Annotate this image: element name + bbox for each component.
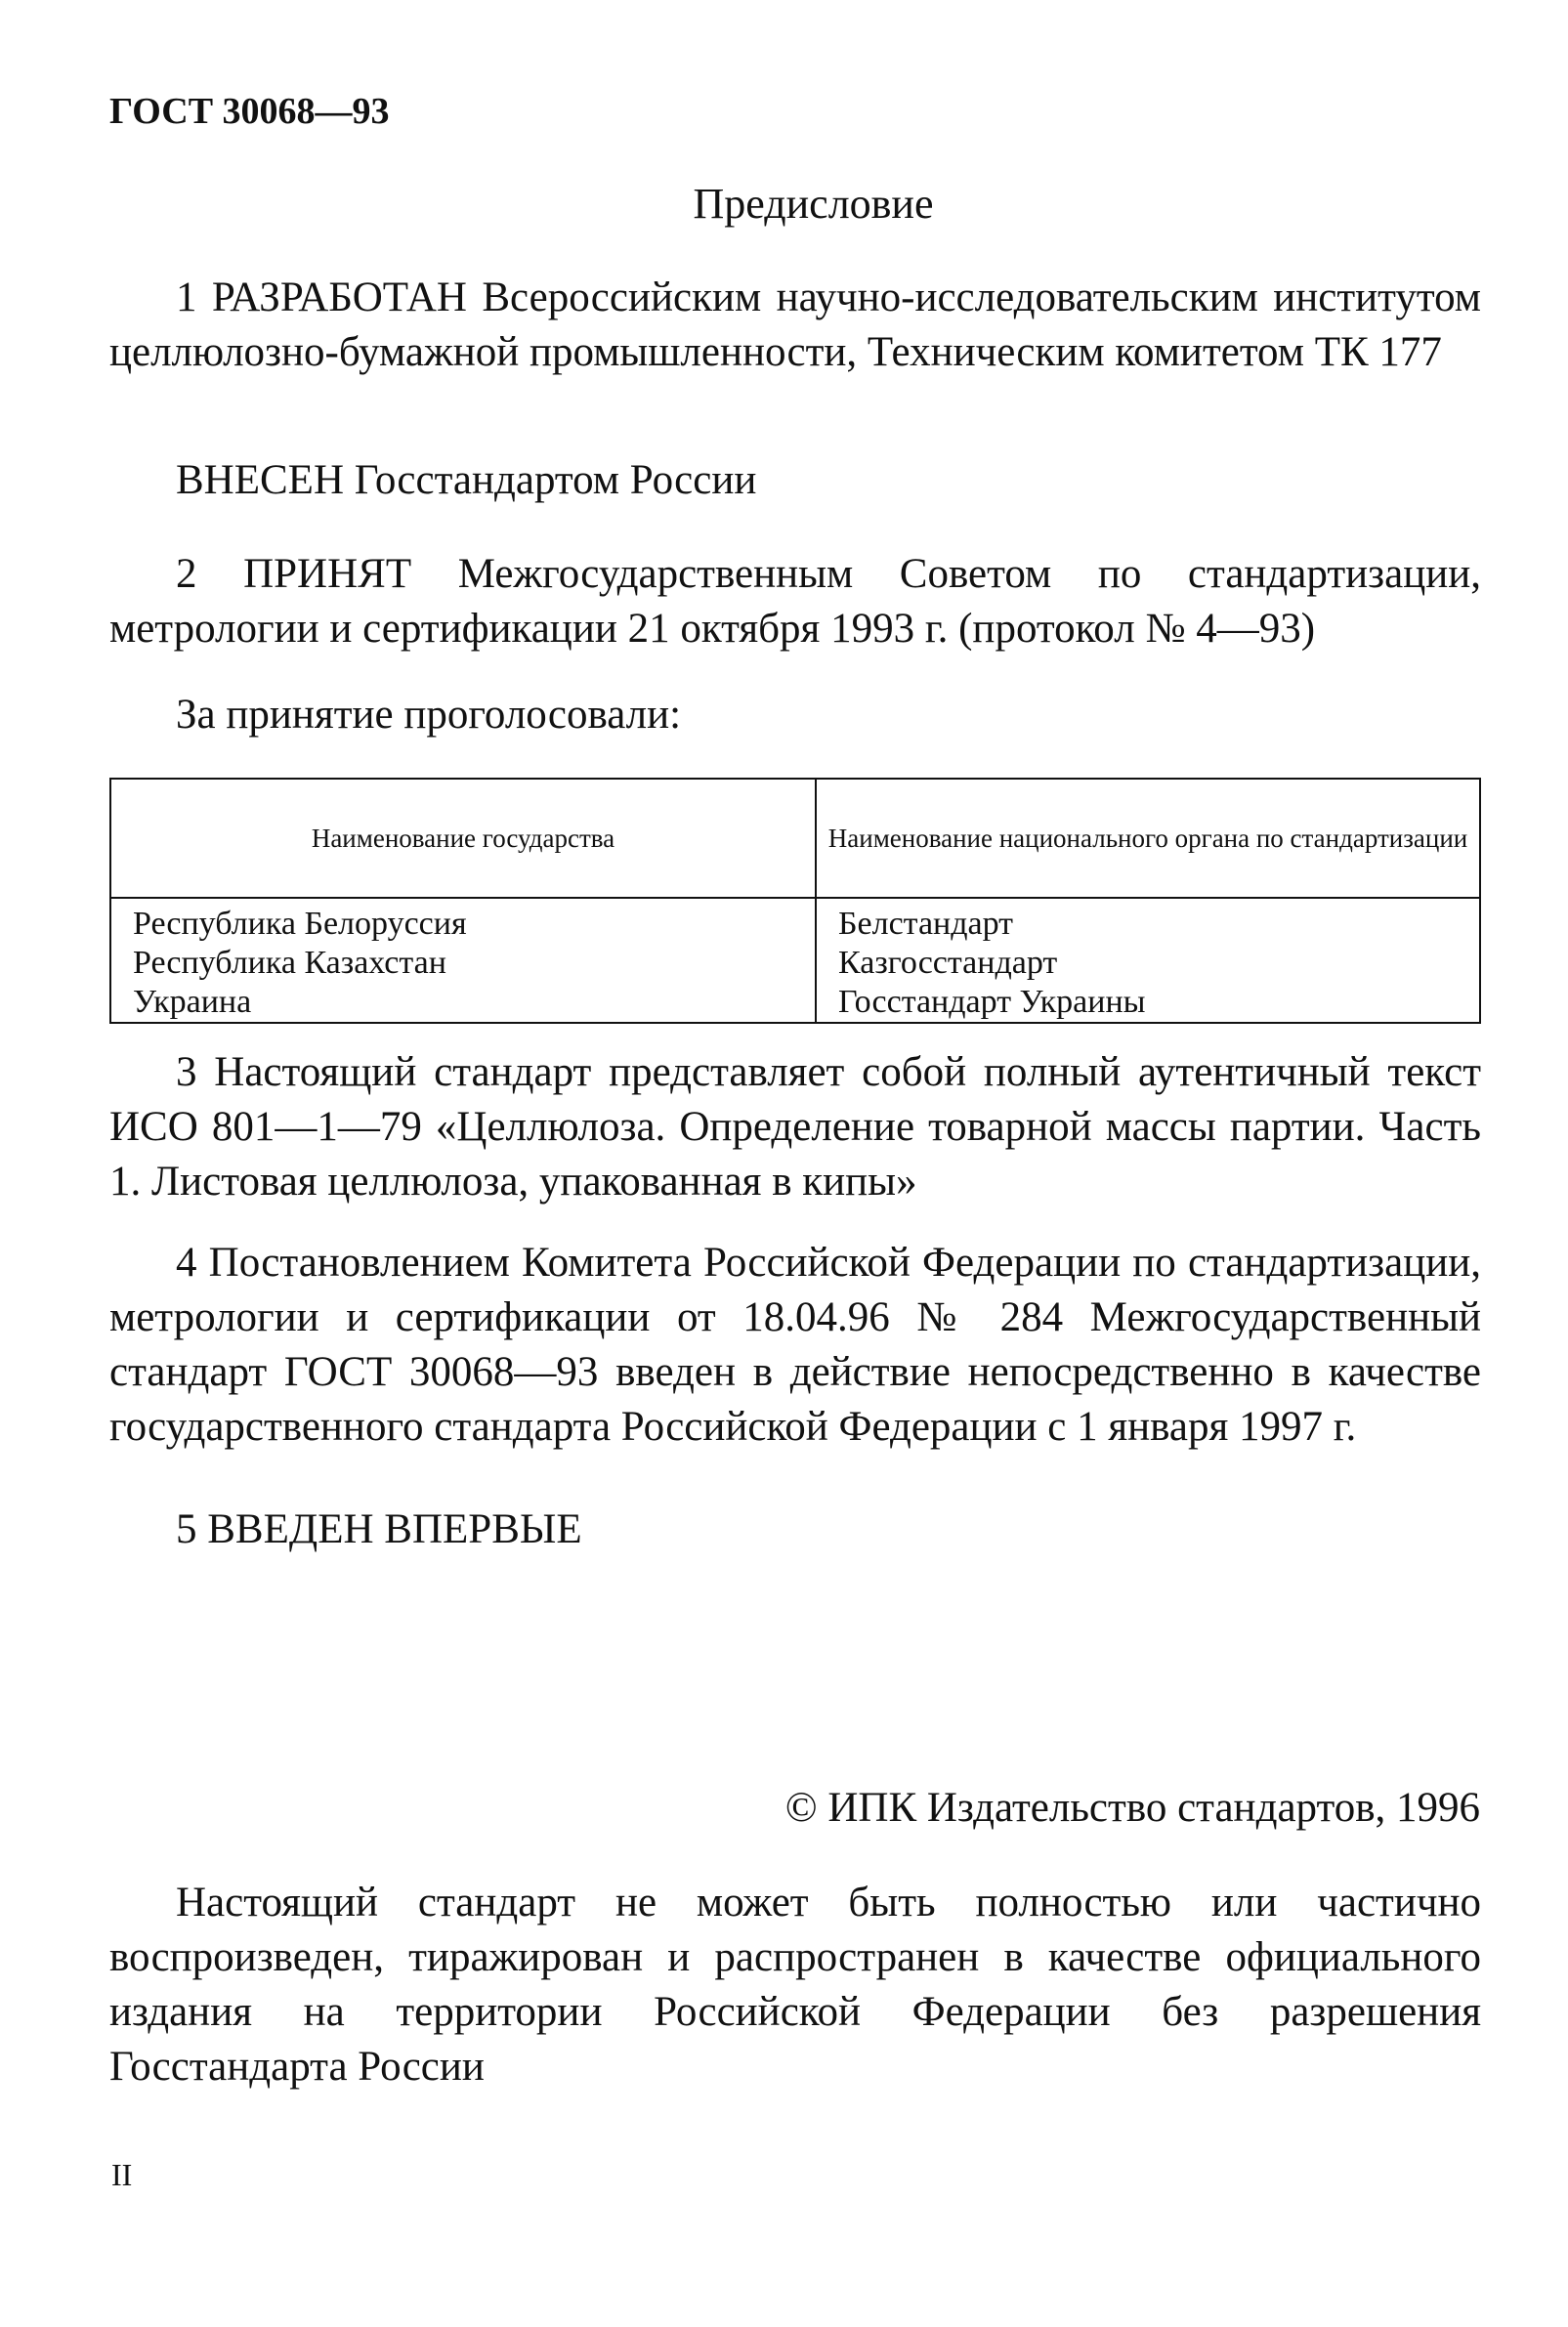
national-body-cell (816, 898, 1480, 1023)
national-body-name: Казгосстандарт (838, 945, 1058, 981)
paragraph-introduced-by: ВНЕСЕН Госстандартом России (176, 457, 757, 503)
paragraph-enactment: 4 Постановлением Комитета Российской Федерации по стандартизации, метрологии и сертификации от 18.04.96 № 284 Межгосударственный стандарт ГОСТ 30068—93 введен в действие непосредственно в качестве государственного стандарта Российской Федерации с 1 января 1997 г. (109, 1240, 1481, 1450)
reproduction-notice: Настоящий стандарт не может быть полностью или частично воспроизведен, тиражирован и распространен в качестве официального издания на территории Российской Федерации без разрешения Госстандарта России (109, 1880, 1481, 2090)
page-title: Предисловие (693, 180, 934, 228)
national-body-name: Госстандарт Украины (838, 984, 1146, 1020)
paragraph-developed-by: 1 РАЗРАБОТАН Всероссийским научно-исследовательским институтом целлюлозно-бумажной промышленности, Техническим комитетом ТК 177 (109, 275, 1481, 375)
table-row (110, 898, 1480, 1023)
paragraph-first-introduced: 5 ВВЕДЕН ВПЕРВЫЕ (176, 1506, 582, 1552)
paragraph-adopted-by: 2 ПРИНЯТ Межгосударственным Советом по стандартизации, метрологии и сертификации 21 октября 1993 г. (протокол № 4—93) (109, 551, 1481, 652)
column-header-state: Наименование государства (110, 779, 816, 898)
paragraph-vote-intro: За принятие проголосовали: (176, 692, 682, 738)
state-name: Республика Казахстан (133, 945, 446, 981)
national-body-name: Белстандарт (838, 906, 1014, 942)
column-header-national-body: Наименование национального органа по стандартизации (816, 779, 1480, 898)
state-cell (110, 898, 816, 1023)
paragraph-authentic-text: 3 Настоящий стандарт представляет собой полный аутентичный текст ИСО 801—1—79 «Целлюлоза. Определение товарной массы партии. Часть 1. Листовая целлюлоза, упакованная в кипы» (109, 1049, 1481, 1205)
copyright-line: © ИПК Издательство стандартов, 1996 (784, 1785, 1480, 1831)
document-code: ГОСТ 30068—93 (109, 91, 390, 132)
state-name: Украина (133, 984, 252, 1020)
state-name: Республика Белоруссия (133, 906, 467, 942)
voting-table (109, 778, 1481, 1024)
page-number: II (111, 2157, 133, 2192)
table-header-row (110, 779, 1480, 898)
